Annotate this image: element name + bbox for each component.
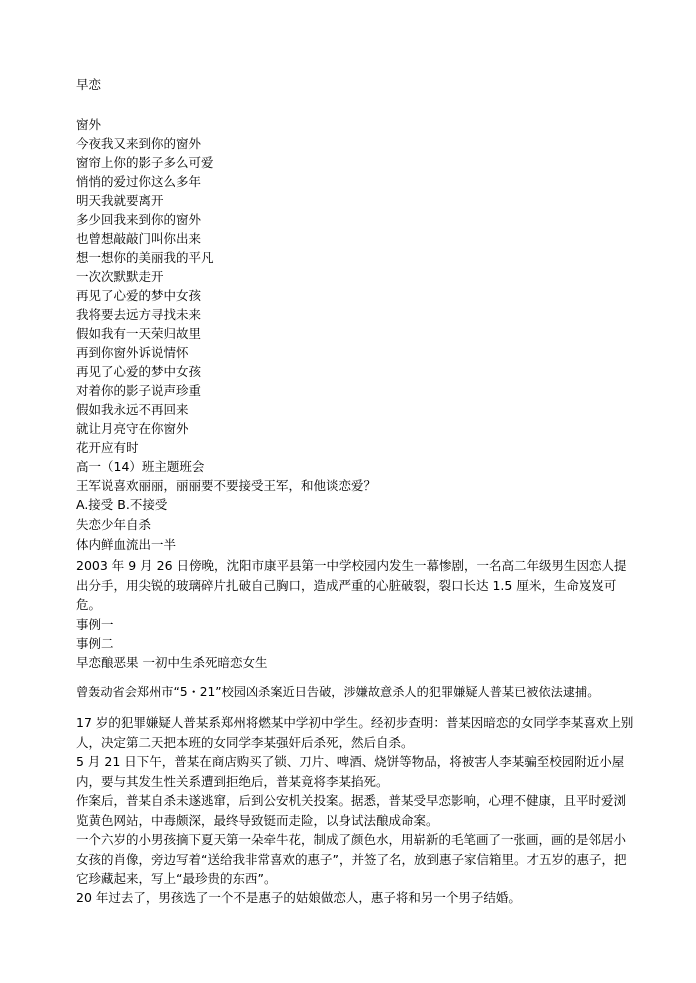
- paragraph: 20 年过去了，男孩选了一个不是惠子的姑娘做恋人，惠子将和另一个男子结婚。: [76, 890, 521, 905]
- case-label: 事例二: [76, 636, 114, 651]
- poem-line: 对着你的影子说声珍重: [76, 383, 202, 398]
- poem-line: 再见了心爱的梦中女孩: [76, 288, 202, 303]
- paragraph: 17 岁的犯罪嫌疑人普某系郑州将燃某中学初中学生。经初步查明：普某因暗恋的女同学李某喜欢上别人，决定第二天把本班的女同学李某强奸后杀死，然后自杀。: [76, 715, 634, 750]
- poem-line: 再见了心爱的梦中女孩: [76, 364, 202, 379]
- news-heading: 失恋少年自杀: [76, 517, 152, 532]
- paragraph: 曾轰动省会郑州市“5・21”校园凶杀案近日告破，涉嫌故意杀人的犯罪嫌疑人普某已被依法逮捕。: [76, 685, 600, 699]
- paragraph: 作案后，普某自杀未遂逃窜，后到公安机关投案。据悉，普某受早恋影响，心理不健康，且平时爱浏览黄色网站，中毒颇深，最终导致铤而走险，以身试法酿成命案。: [76, 793, 627, 828]
- document-title: 早恋: [76, 77, 102, 92]
- news-subheading: 体内鲜血流出一半: [76, 537, 177, 552]
- poem-line: 花开应有时: [76, 440, 139, 455]
- class-meeting-heading: 高一（14）班主题班会: [76, 459, 205, 474]
- poem-line: 也曾想敲敲门叫你出来: [76, 231, 202, 246]
- poem-line: 明天我就要离开: [76, 193, 164, 208]
- poem-line: 假如我永远不再回来: [76, 402, 189, 417]
- poem-line: 悄悄的爱过你这么多年: [76, 174, 202, 189]
- news-headline: 早恋酿恶果 一初中生杀死暗恋女生: [76, 655, 268, 670]
- poem-line: 再到你窗外诉说情怀: [76, 345, 189, 360]
- poem-line: 假如我有一天荣归故里: [76, 326, 202, 341]
- poem-line: 一次次默默走开: [76, 269, 164, 284]
- case-label: 事例一: [76, 617, 114, 632]
- discussion-question: 王军说喜欢丽丽，丽丽要不要接受王军，和他谈恋爱？: [76, 478, 377, 493]
- poem-line: 就让月亮守在你窗外: [76, 421, 189, 436]
- poem-line: 今夜我又来到你的窗外: [76, 136, 202, 151]
- paragraph: 一个六岁的小男孩摘下夏天第一朵牵牛花，制成了颜色水，用崭新的毛笔画了一张画，画的是邻居小女孩的肖像，旁边写着“送给我非常喜欢的惠子”，并签了名，放到惠子家信箱里。才五岁的惠子，把它珍藏起来，写上“最珍贵的东西”。: [76, 832, 627, 886]
- poem-line: 想一想你的美丽我的平凡: [76, 250, 214, 265]
- paragraph: 2003 年 9 月 26 日傍晚，沈阳市康平县第一中学校园内发生一幕惨剧，一名高二年级男生因恋人提出分手，用尖锐的玻璃碎片扎破自己胸口，造成严重的心脏破裂，裂口长达 1.5 厘米，生命岌岌可危。: [76, 558, 627, 612]
- poem-title: 窗外: [76, 117, 102, 132]
- poem-line: 多少回我来到你的窗外: [76, 212, 202, 227]
- poem-line: 我将要去远方寻找未来: [76, 307, 202, 322]
- answer-options: A.接受 B.不接受: [76, 497, 168, 512]
- paragraph: 5 月 21 日下午，普某在商店购买了锁、刀片、啤酒、烧饼等物品，将被害人李某骗至校园附近小屋内，要与其发生性关系遭到拒绝后，普某竟将李某掐死。: [76, 754, 625, 789]
- poem-line: 窗帘上你的影子多么可爱: [76, 155, 214, 170]
